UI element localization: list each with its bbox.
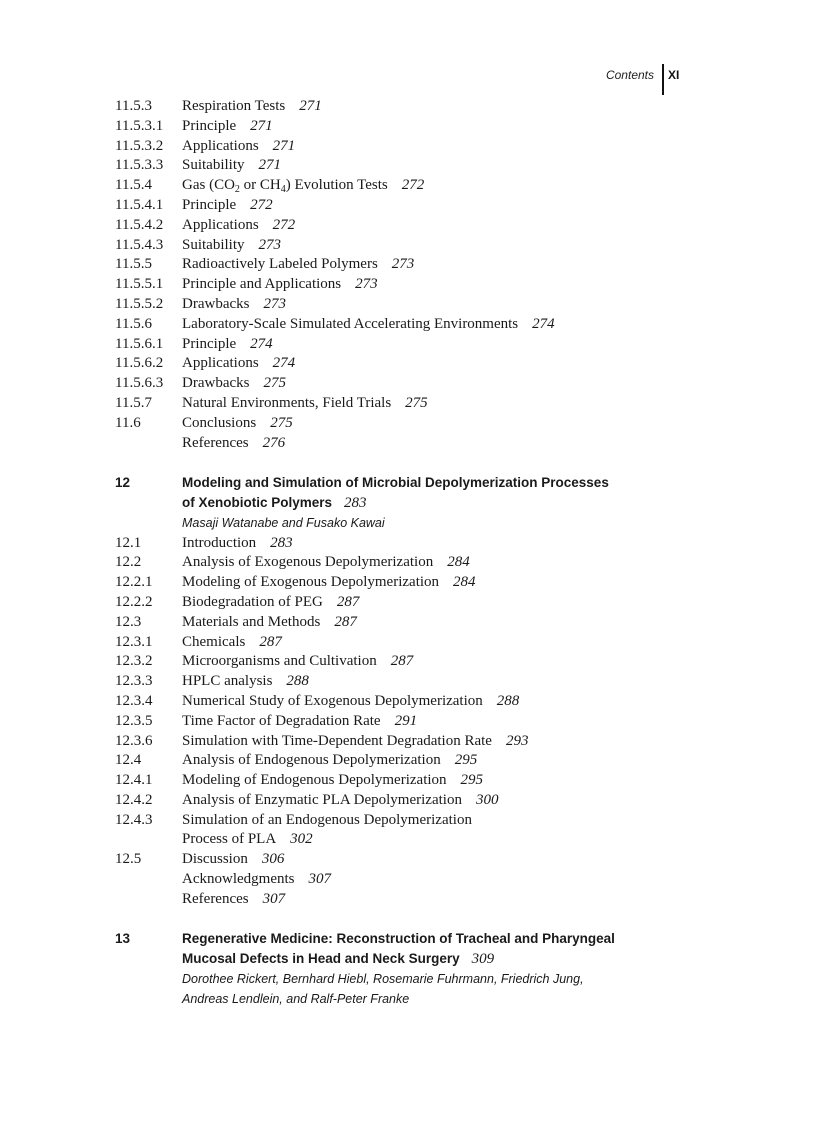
section-number: 11.5.5.2 [115,295,164,312]
section-title: Suitability [182,236,245,253]
section-title: Principle and Applications [182,276,342,293]
section-number: 11.5.4 [115,177,152,194]
section-number: 12.2.1 [115,574,153,591]
section-page: 300 [475,791,499,808]
subscript: 4 [280,184,286,196]
toc-entry[interactable] [115,196,675,216]
section-number: 11.5.3.1 [115,117,164,134]
toc-entry[interactable] [115,672,675,692]
chapter-heading[interactable] [115,929,675,949]
chapter-title-line: Regenerative Medicine: Reconstruction of Tracheal and Pharyngeal [182,931,615,947]
toc-entry[interactable] [115,771,675,791]
section-number: 12.2 [115,554,142,571]
section-page: 287 [259,633,282,650]
section-title: Drawbacks [182,375,250,392]
section-page: 307 [262,890,286,907]
toc-entry[interactable] [115,613,675,633]
section-title [182,176,675,196]
authors-line: Dorothee Rickert, Bernhard Hiebl, Rosemarie Fuhrmann, Friedrich Jung, [182,972,584,987]
section-page: 291 [394,712,418,729]
section-title: Drawbacks [182,295,250,312]
section-page: 273 [258,236,282,253]
section-number: 12.3.1 [115,633,153,650]
section-title: Principle [182,196,237,213]
section-page: 272 [250,196,273,213]
table-of-contents [115,97,675,1010]
section-page: 275 [270,414,293,431]
section-page: 271 [250,117,273,134]
section-number: 12.3.4 [115,692,153,709]
section-number: 12.4.3 [115,811,153,828]
section-page: 283 [270,534,293,551]
toc-entry[interactable] [115,811,675,831]
toc-entry[interactable] [115,374,675,394]
chapter-heading-cont[interactable] [115,493,675,514]
toc-entry[interactable] [115,315,675,335]
section-number: 11.5.5 [115,256,152,273]
section-title: References [182,434,249,451]
section-number: 12.2.2 [115,593,153,610]
section-title: Respiration Tests [182,98,286,114]
section-page: 295 [460,772,484,789]
toc-entry[interactable] [115,890,675,910]
section-number: 12.5 [115,851,142,868]
toc-entry[interactable] [115,255,675,275]
section-page: 307 [308,871,331,888]
title-part: ) Evolution Tests [285,177,388,194]
section-title: Discussion [182,851,248,868]
section-page: 274 [272,355,296,372]
chapter-number: 13 [115,931,131,947]
section-number: 11.6 [115,414,141,431]
page-number: XI [668,68,680,82]
section-number: 11.5.6.3 [115,375,164,392]
section-page: 275 [263,375,286,392]
section-page: 273 [355,276,378,293]
section-number: 11.5.4.3 [115,236,164,253]
section-title: Applications [182,355,259,372]
section-title: Simulation with Time-Dependent Degradation Rate [182,732,492,749]
section-title: Materials and Methods [182,613,321,630]
section-number: 12.3.2 [115,653,153,670]
subscript: 2 [234,184,240,196]
section-title: Simulation of an Endogenous Depolymerization [182,811,472,828]
section-number: 11.5.6.2 [115,355,164,372]
section-page: 287 [334,613,357,630]
section-number: 11.5.6.1 [115,335,164,352]
section-page: 284 [453,574,476,591]
section-title: Applications [182,216,259,233]
section-title: HPLC analysis [182,673,273,690]
section-number: 11.5.4.2 [115,216,164,233]
section-number: 12.3 [115,613,142,630]
section-title: Conclusions [182,414,257,431]
toc-entry[interactable] [115,434,675,454]
section-page: 271 [272,137,296,154]
chapter-authors [115,514,675,534]
section-number: 11.5.3.3 [115,157,164,174]
section-title: Acknowledgments [182,871,295,888]
chapter-title-line: Mucosal Defects in Head and Neck Surgery [182,951,460,967]
chapter-authors [115,970,675,990]
toc-entry[interactable] [115,593,675,613]
title-part: or CH [239,177,281,194]
section-title: Natural Environments, Field Trials [182,394,392,411]
title-part: Gas (CO [182,177,235,194]
section-number: 11.5.3.2 [115,137,164,154]
section-number: 12.4 [115,752,142,769]
toc-entry[interactable] [115,414,675,434]
toc-entry[interactable] [115,216,675,236]
section-page: 287 [336,593,360,610]
toc-entry[interactable] [115,652,675,672]
section-number: 11.5.4.1 [115,196,164,213]
toc-entry[interactable] [115,870,675,890]
section-page: 287 [390,653,414,670]
toc-entry[interactable] [115,692,675,712]
section-title: Time Factor of Degradation Rate [182,712,381,729]
section-title: Analysis of Exogenous Depolymerization [182,554,434,571]
spacer [115,910,675,930]
section-page: 306 [261,851,285,868]
toc-entry[interactable] [115,335,675,355]
chapter-number: 12 [115,475,131,491]
toc-entry[interactable] [115,275,675,295]
section-page: 271 [299,98,322,114]
section-page: 275 [405,394,428,411]
section-title: Analysis of Endogenous Depolymerization [182,752,441,769]
section-title: Microorganisms and Cultivation [182,653,377,670]
section-page: 274 [250,335,273,352]
section-number: 11.5.3 [115,98,152,114]
section-title: Modeling of Endogenous Depolymerization [182,772,447,789]
toc-entry[interactable] [115,712,675,732]
toc-entry[interactable] [115,117,675,137]
toc-entry[interactable] [115,633,675,653]
chapter-authors [115,990,675,1010]
toc-entry[interactable] [115,534,675,554]
section-title: Chemicals [182,633,246,650]
section-page: 295 [454,752,478,769]
authors-line: Masaji Watanabe and Fusako Kawai [182,515,385,530]
toc-entry[interactable] [115,354,675,374]
section-page: 293 [505,732,529,749]
toc-entry-cont[interactable] [115,830,675,850]
toc-entry[interactable] [115,850,675,870]
toc-entry[interactable] [115,394,675,414]
section-title: Modeling of Exogenous Depolymerization [182,574,440,591]
section-page: 273 [391,256,415,273]
toc-entry[interactable] [115,137,675,157]
chapter-title-line: Modeling and Simulation of Microbial Depolymerization Processes [182,475,609,491]
toc-entry[interactable] [115,176,675,196]
section-page: 288 [286,673,309,690]
section-page: 273 [263,295,286,312]
section-number: 12.3.6 [115,732,153,749]
section-title: Applications [182,137,259,154]
section-page: 276 [262,434,286,451]
chapter-page: 283 [344,494,367,511]
toc-entry[interactable] [115,295,675,315]
section-title: Biodegradation of PEG [182,593,323,610]
running-head-title: Contents [605,68,654,82]
running-head-rule [662,64,664,95]
toc-entry[interactable] [115,553,675,573]
section-number: 12.3.3 [115,673,153,690]
section-title: Process of PLA [182,831,277,848]
spacer [115,453,675,473]
section-page: 288 [496,692,520,709]
section-title: Analysis of Enzymatic PLA Depolymerization [182,791,462,808]
running-head [560,64,690,94]
section-page: 274 [532,315,555,332]
section-title: References [182,890,249,907]
chapter-title-line: of Xenobiotic Polymers [182,494,333,510]
section-page: 284 [447,554,470,571]
section-page: 272 [272,216,296,233]
toc-entry[interactable] [115,732,675,752]
section-title: Principle [182,117,237,134]
toc-entry[interactable] [115,236,675,256]
toc-entry[interactable] [115,97,675,117]
section-number: 11.5.6 [115,315,152,332]
section-title: Principle [182,335,237,352]
section-page: 302 [290,831,313,848]
section-title: Numerical Study of Exogenous Depolymerization [182,692,483,709]
chapter-page: 309 [471,951,495,968]
section-number: 12.4.1 [115,772,153,789]
toc-entry[interactable] [115,751,675,771]
toc-entry[interactable] [115,573,675,593]
chapter-heading[interactable] [115,473,675,493]
section-number: 12.1 [115,534,142,551]
section-number: 11.5.7 [115,394,152,411]
authors-line: Andreas Lendlein, and Ralf-Peter Franke [182,991,410,1006]
section-number: 12.4.2 [115,791,153,808]
section-page: 272 [401,177,425,194]
section-number: 12.3.5 [115,712,153,729]
toc-entry[interactable] [115,791,675,811]
section-title: Radioactively Labeled Polymers [182,256,378,273]
section-title: Laboratory-Scale Simulated Accelerating Environments [182,315,519,332]
section-title: Suitability [182,157,245,174]
section-title: Introduction [182,534,257,551]
section-number: 11.5.5.1 [115,276,164,293]
chapter-heading-cont[interactable] [115,949,675,970]
toc-entry[interactable] [115,156,675,176]
section-page: 271 [258,157,282,174]
